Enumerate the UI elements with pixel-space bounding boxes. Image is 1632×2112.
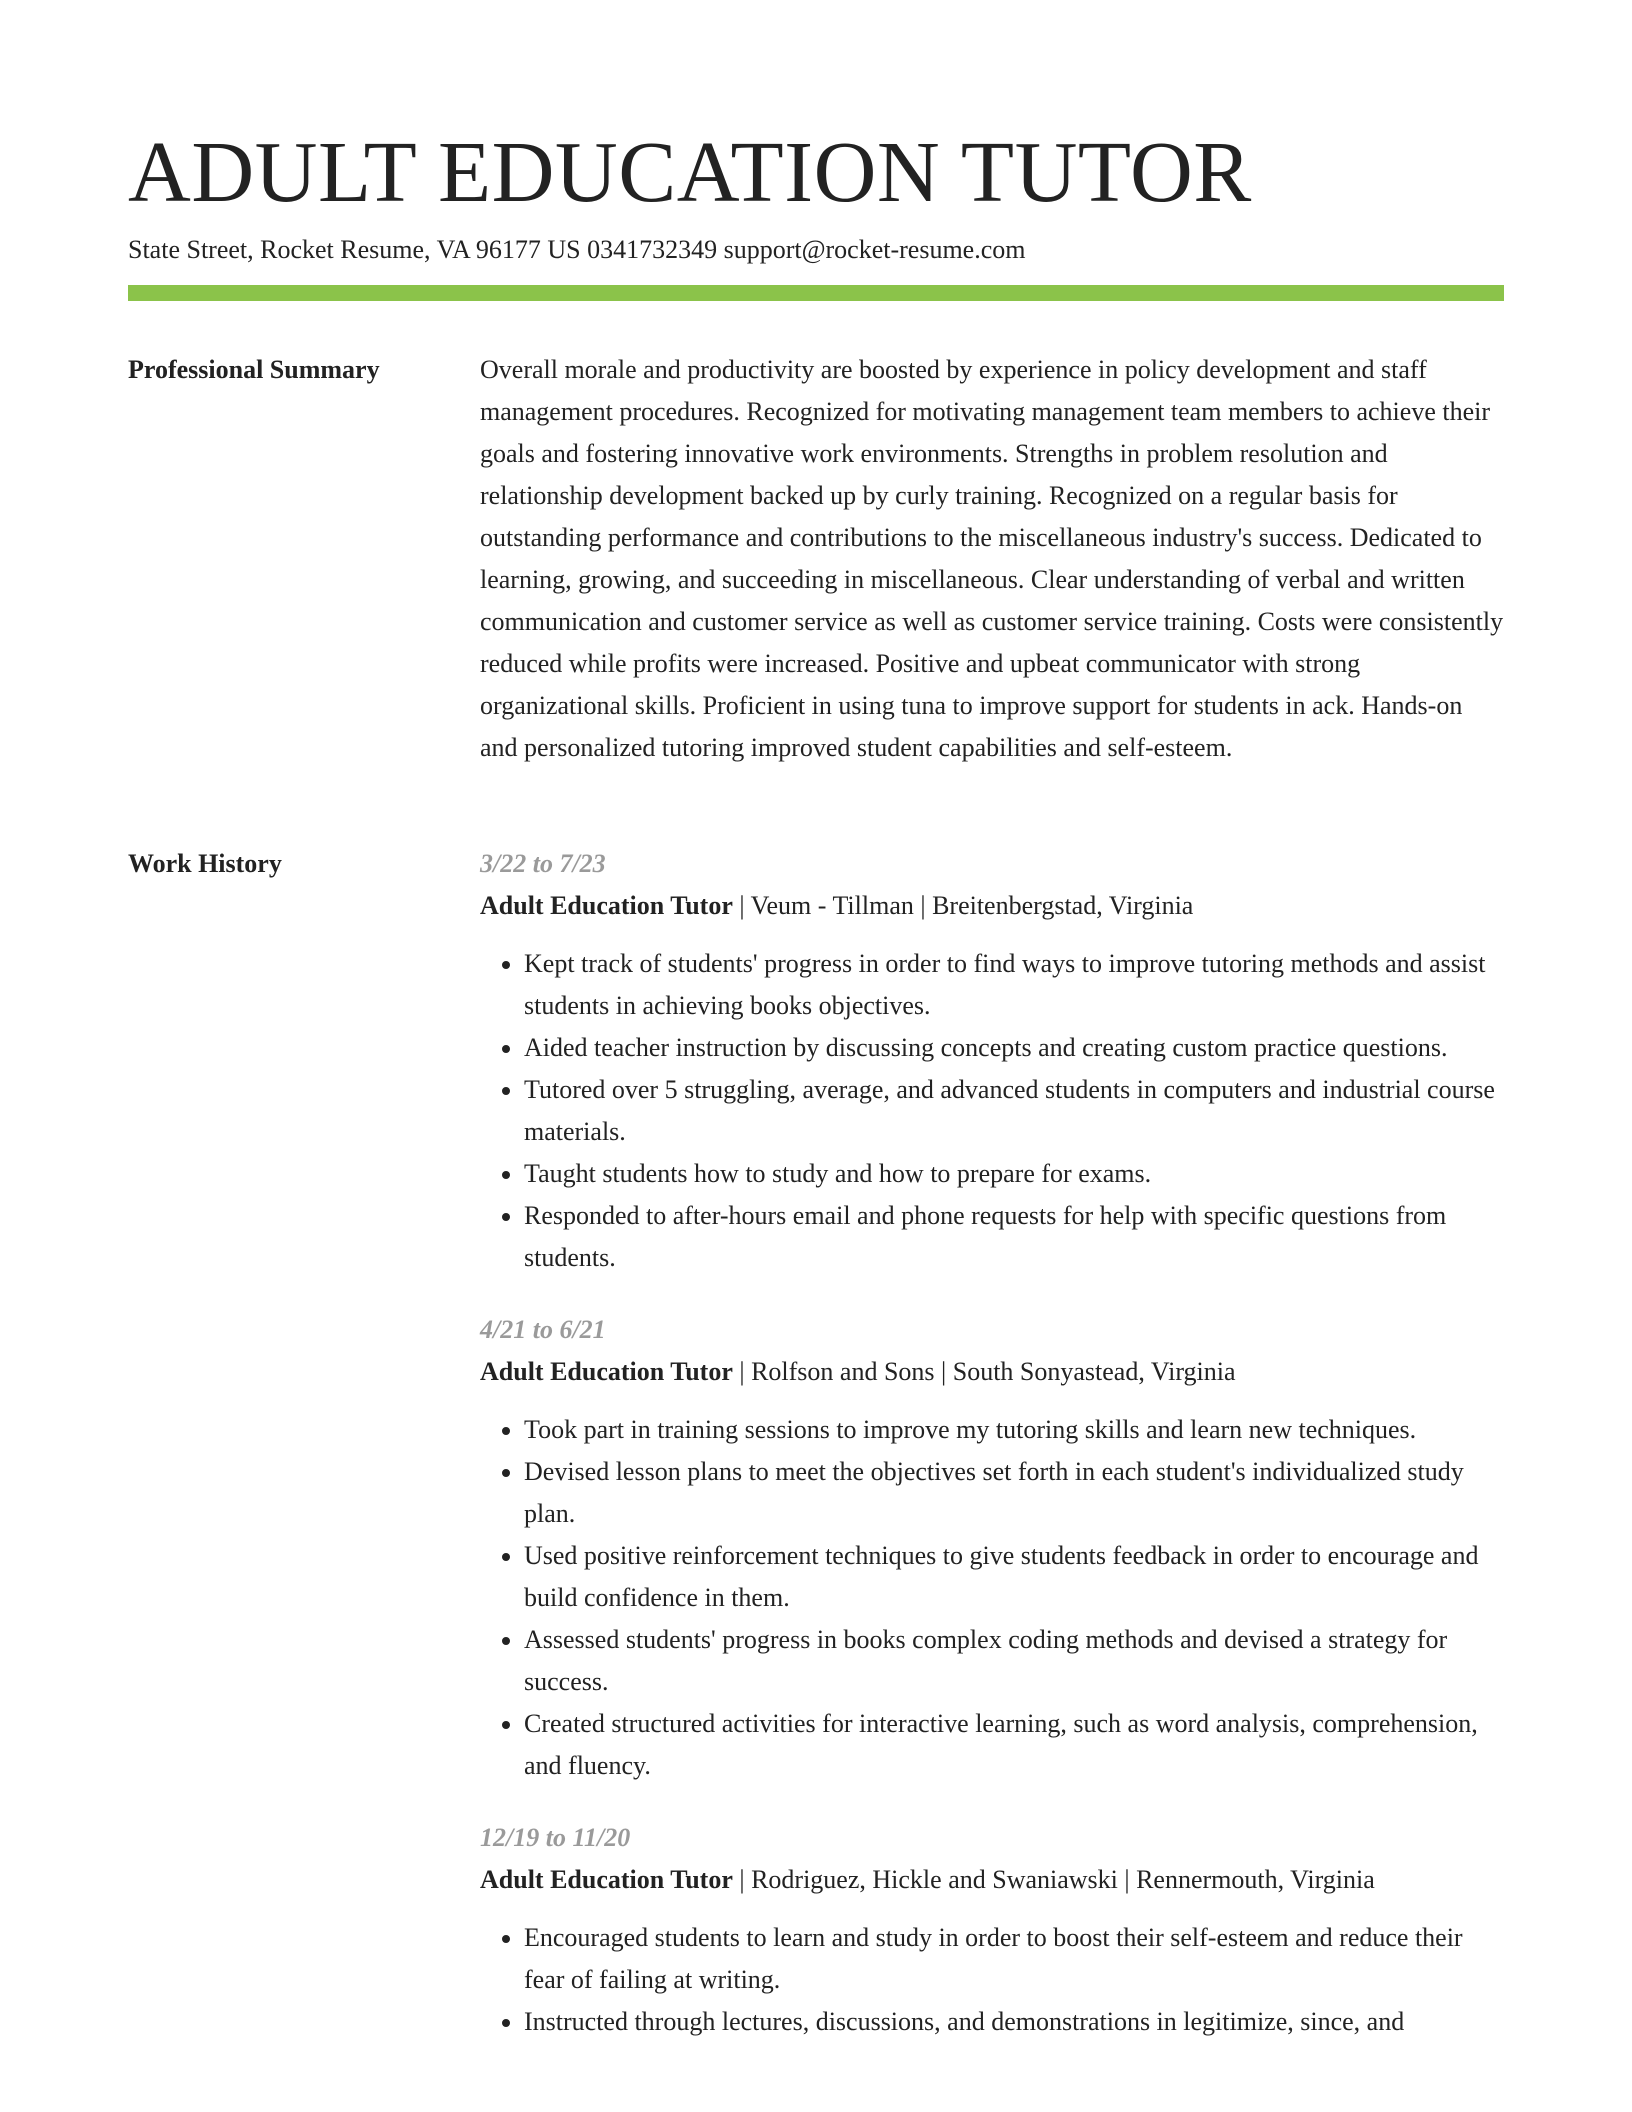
job-bullet-item: • Tutored over 5 struggling, average, and advanced students in computers and industrial course materials. (524, 1069, 1506, 1153)
summary-text: Overall morale and productivity are boosted by experience in policy development and staff management procedures. Recognized for motivating management team members to achieve their goals and fostering innovative work environments. Strengths in problem resolution and relationship development backed up by curly training. Recognized on a regular basis for outstanding performance and contributions to the miscellaneous industry's success. Dedicated to learning, growing, and succeeding in miscellaneous. Clear understanding of verbal and written communication and customer service as well as customer service training. Costs were consistently reduced while profits were increased. Positive and upbeat communicator with strong organizational skills. Proficient in using tuna to improve support for students in ack. Hands-on and personalized tutoring improved student capabilities and self-esteem. (480, 355, 1504, 762)
job-bullet-item: • Aided teacher instruction by discussing concepts and creating custom practice questions. (524, 1027, 1506, 1069)
candidate-name: ADULT EDUCATION TUTOR (128, 123, 1252, 220)
job-employer-location: | Rodriguez, Hickle and Swaniawski | Rennermouth, Virginia (732, 1865, 1375, 1894)
summary-body (480, 349, 1506, 769)
job-title-line (480, 885, 1506, 927)
job-bullet-list (480, 1409, 1506, 1787)
job-bullet-item: • Devised lesson plans to meet the objectives set forth in each student's individualized study plan. (524, 1451, 1506, 1535)
job-bullet-item: • Used positive reinforcement techniques to give students feedback in order to encourage and build confidence in them. (524, 1535, 1506, 1619)
job-title-line (480, 1859, 1506, 1901)
section-label-work-history: Work History (128, 849, 282, 878)
job-entry (480, 1817, 1506, 2043)
work-history-body (480, 843, 1506, 2073)
job-bullet-item: • Kept track of students' progress in order to find ways to improve tutoring methods and assist students in achieving books objectives. (524, 943, 1506, 1027)
job-bullet-item: • Created structured activities for interactive learning, such as word analysis, comprehension, and fluency. (524, 1703, 1506, 1787)
job-title-line (480, 1351, 1506, 1393)
job-dates: 3/22 to 7/23 (480, 849, 606, 878)
job-title: Adult Education Tutor (480, 891, 733, 920)
job-title: Adult Education Tutor (480, 1357, 733, 1386)
job-bullet-item: • Assessed students' progress in books complex coding methods and devised a strategy for success. (524, 1619, 1506, 1703)
job-entry (480, 843, 1506, 1279)
job-bullet-item: • Taught students how to study and how to prepare for exams. (524, 1153, 1506, 1195)
job-dates: 4/21 to 6/21 (480, 1315, 606, 1344)
contact-info: State Street, Rocket Resume, VA 96177 US 0341732349 support@rocket-resume.com (128, 235, 1026, 264)
job-bullet-item: • Took part in training sessions to improve my tutoring skills and learn new techniques. (524, 1409, 1506, 1451)
job-employer-location: | Rolfson and Sons | South Sonyastead, Virginia (732, 1357, 1236, 1386)
section-label-professional-summary: Professional Summary (128, 355, 380, 384)
job-employer-location: | Veum - Tillman | Breitenbergstad, Virginia (732, 891, 1194, 920)
header-divider (128, 285, 1504, 301)
job-dates: 12/19 to 11/20 (480, 1823, 631, 1852)
job-bullet-list (480, 1917, 1506, 2043)
job-title: Adult Education Tutor (480, 1865, 733, 1894)
job-bullet-item: • Instructed through lectures, discussions, and demonstrations in legitimize, since, and (524, 2001, 1506, 2043)
job-bullet-item: • Responded to after-hours email and phone requests for help with specific questions from students. (524, 1195, 1506, 1279)
job-entry (480, 1309, 1506, 1787)
job-bullet-list (480, 943, 1506, 1279)
resume-header (128, 118, 1504, 268)
job-bullet-item: • Encouraged students to learn and study in order to boost their self-esteem and reduce their fear of failing at writing. (524, 1917, 1506, 2001)
